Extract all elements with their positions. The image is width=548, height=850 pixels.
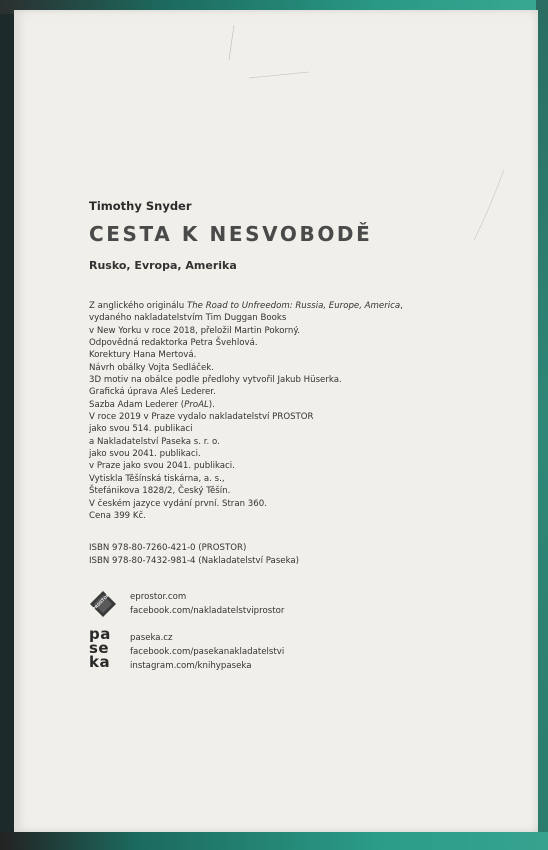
colophon-text-part: vydaného nakladatelstvím Tim Duggan Books	[89, 313, 287, 324]
colophon-line	[89, 300, 409, 312]
prostor-logo-text: PROSTOR	[91, 592, 111, 612]
paseka-instagram-link[interactable]: instagram.com/knihypaseka	[130, 661, 252, 671]
isbn-paseka: ISBN 978-80-7432-981-4 (Nakladatelství Paseka)	[89, 556, 300, 566]
colophon-line	[89, 510, 409, 522]
paseka-facebook-link[interactable]: facebook.com/pasekanakladatelstvi	[130, 647, 285, 657]
prostor-links	[130, 590, 284, 618]
colophon-text-part: Grafická úprava Aleš Lederer.	[89, 387, 216, 398]
colophon-text-part: Návrh obálky Vojta Sedláček.	[89, 362, 214, 373]
isbn-block	[89, 542, 299, 568]
prostor-facebook-link[interactable]: facebook.com/nakladatelstviprostor	[130, 606, 285, 616]
colophon-line	[89, 411, 409, 423]
colophon-text-part: V roce 2019 v Praze vydalo nakladatelství PROSTOR	[89, 412, 314, 423]
author-name: Timothy Snyder	[89, 199, 192, 213]
paper-scratch-marks	[194, 20, 344, 90]
colophon-text-part: Korektury Hana Mertová.	[89, 350, 197, 361]
prostor-logo-icon	[89, 590, 117, 618]
colophon-text-part: v New Yorku v roce 2018, přeložil Martin Pokorný.	[89, 325, 300, 336]
book-cover-bottom-edge	[0, 832, 548, 850]
colophon-line	[89, 498, 409, 510]
colophon-text-part: ).	[208, 399, 215, 410]
paseka-logo-line: pa	[89, 625, 111, 643]
paseka-logo-line: se	[89, 639, 110, 657]
paseka-logo-line: ka	[89, 653, 111, 671]
colophon-line	[89, 374, 409, 386]
colophon-line	[89, 485, 409, 497]
colophon-text-part: a Nakladatelství Paseka s. r. o.	[89, 436, 220, 447]
colophon-text-part: Štefánikova 1828/2, Český Těšín.	[89, 486, 231, 497]
colophon-text-part: Cena 399 Kč.	[89, 510, 146, 521]
prostor-website-link[interactable]: eprostor.com	[130, 592, 187, 602]
colophon-italic-part: ProAL	[184, 399, 209, 410]
isbn-prostor: ISBN 978-80-7260-421-0 (PROSTOR)	[89, 543, 247, 553]
colophon-italic-part: The Road to Unfreedom: Russia, Europe, America	[186, 301, 401, 311]
colophon-text	[89, 300, 409, 522]
colophon-text-part: v Praze jako svou 2041. publikaci.	[89, 461, 235, 472]
colophon-text-part: jako svou 2041. publikaci.	[89, 449, 201, 460]
colophon-line	[89, 325, 409, 337]
colophon-text-part: 3D motiv na obálce podle předlohy vytvořil Jakub Hüserka.	[89, 375, 342, 386]
colophon-line	[89, 337, 409, 349]
paseka-website-link[interactable]: paseka.cz	[130, 633, 173, 643]
colophon-text-part: Sazba Adam Lederer (	[89, 399, 185, 410]
book-subtitle: Rusko, Evropa, Amerika	[89, 259, 237, 272]
colophon-line	[89, 362, 409, 374]
colophon-line	[89, 448, 409, 460]
colophon-line	[89, 423, 409, 435]
colophon-line	[89, 386, 409, 398]
colophon-line	[89, 349, 409, 361]
colophon-text-part: Odpovědná redaktorka Petra Švehlová.	[89, 338, 258, 349]
colophon-text-part: Z anglického originálu	[89, 301, 187, 311]
book-title: CESTA K NESVOBODĚ	[89, 222, 373, 246]
paseka-logo	[89, 627, 111, 669]
paseka-links	[130, 631, 284, 673]
colophon-text-part: Vytiskla Těšínská tiskárna, a. s.,	[89, 473, 225, 484]
colophon-line	[89, 460, 409, 472]
colophon-line	[89, 399, 409, 411]
colophon-text-part: jako svou 514. publikaci	[89, 424, 193, 435]
colophon-line	[89, 473, 409, 485]
colophon-line	[89, 436, 409, 448]
colophon-text-part: V českém jazyce vydání první. Stran 360.	[89, 498, 267, 509]
paper-scratch-mark	[464, 160, 524, 260]
colophon-text-part: ,	[400, 301, 403, 311]
colophon-line	[89, 312, 409, 324]
